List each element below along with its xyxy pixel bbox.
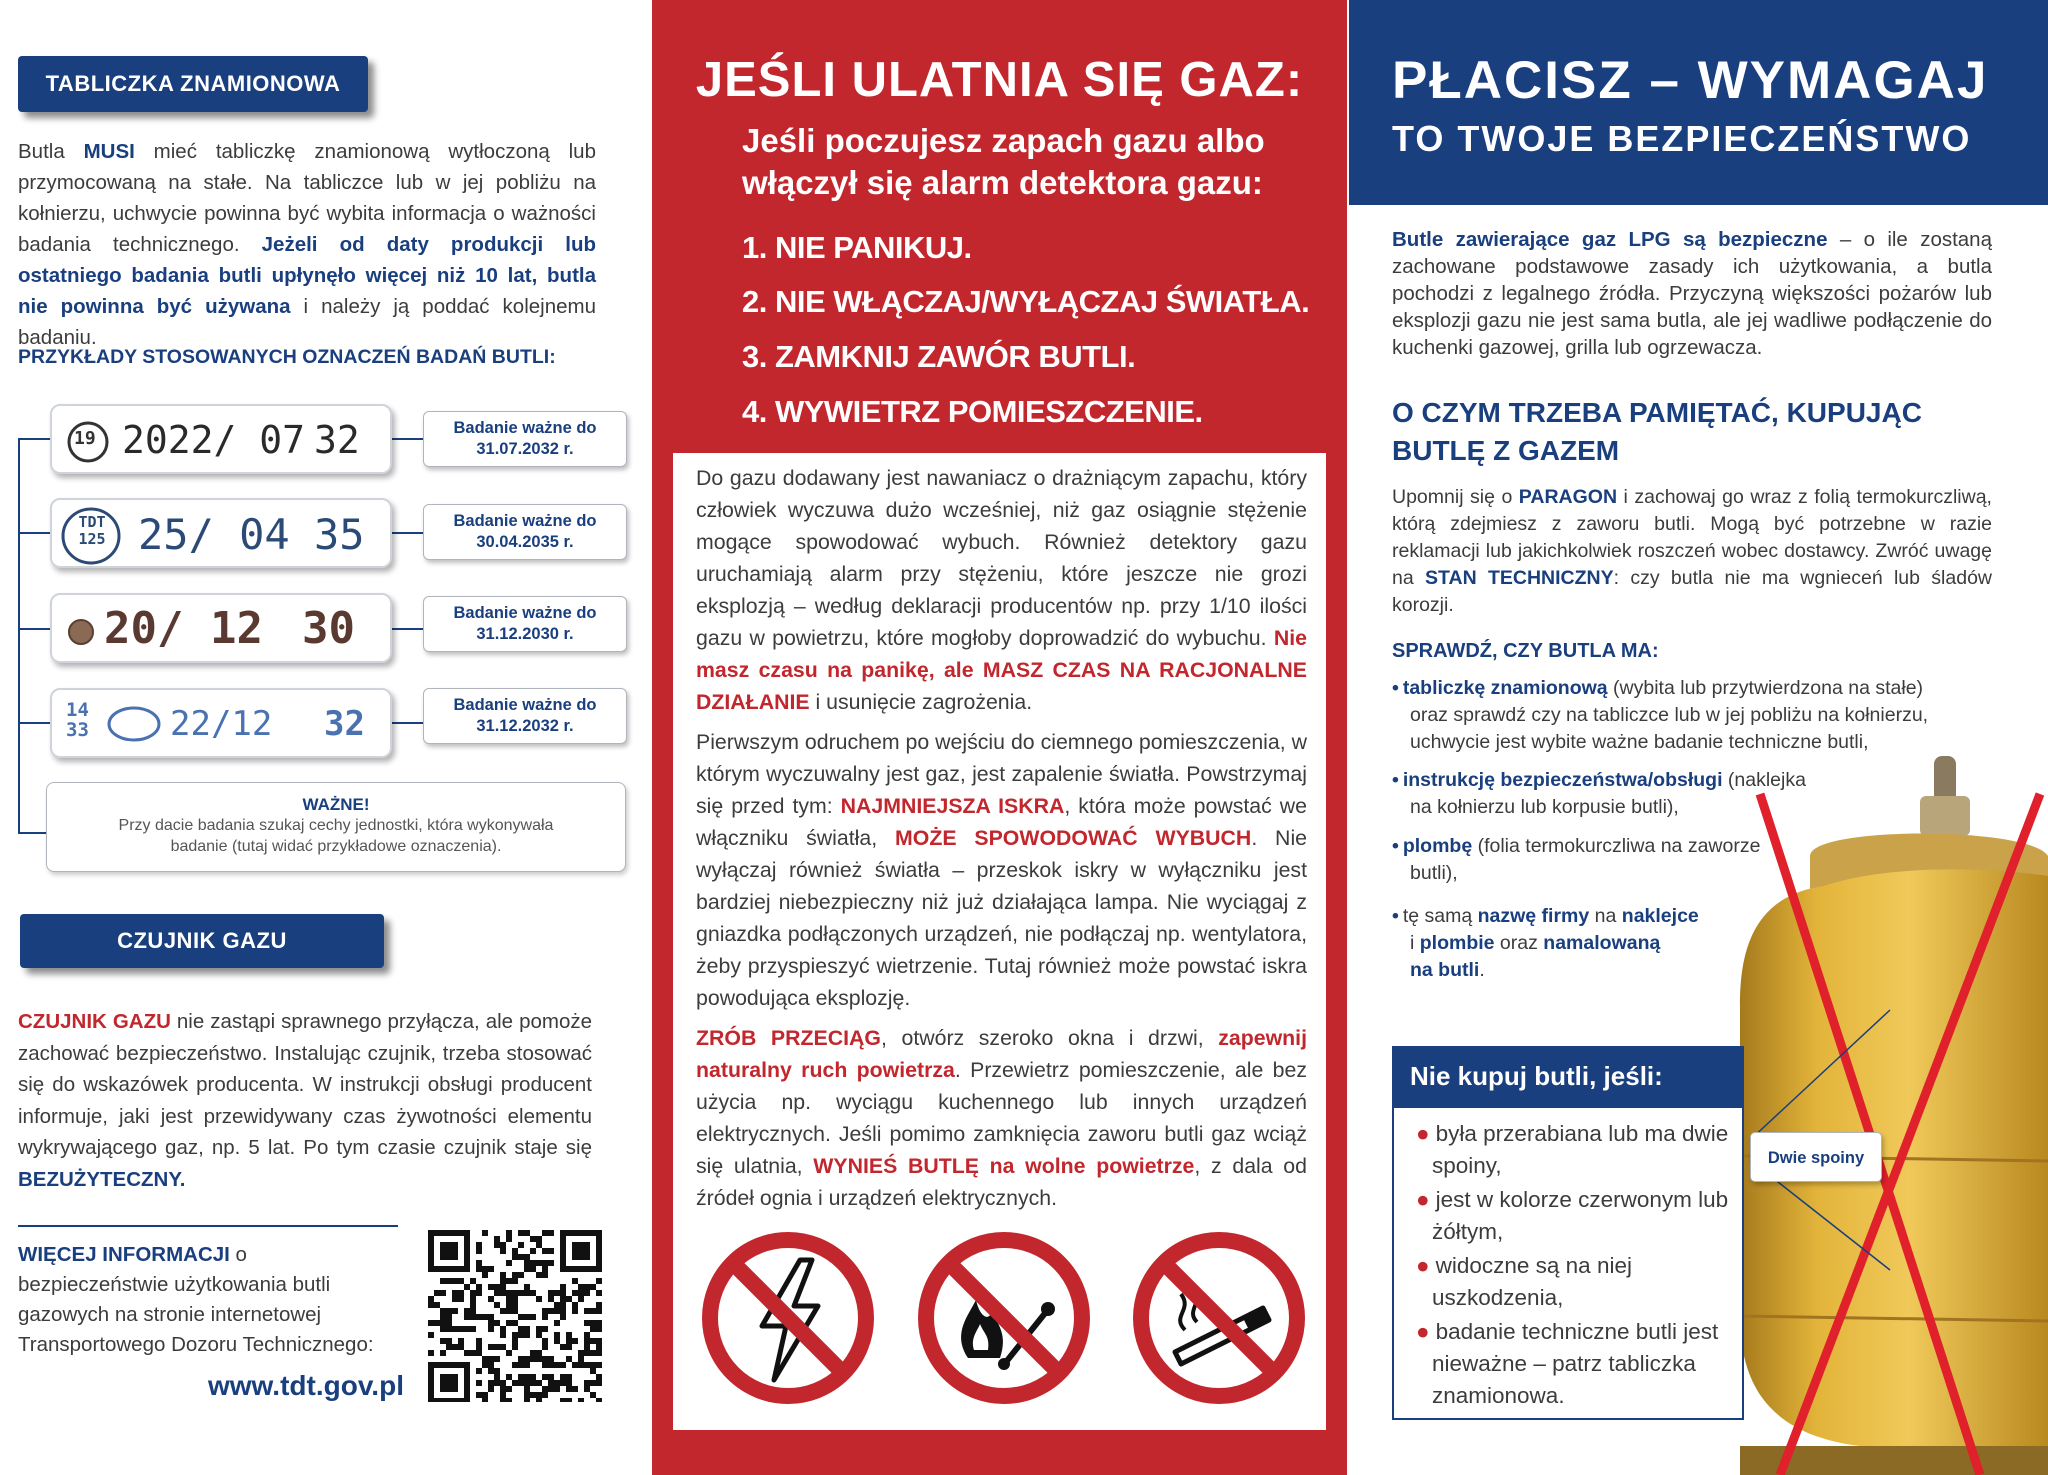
sensor-title: CZUJNIK GAZU (20, 914, 384, 968)
nameplate-paragraph: Butla MUSI mieć tabliczkę znamionową wytłoczoną lub przymocowaną na stałe. Na tabliczce lub w jej pobliżu na kołnierzu, uchwycie powinna być wybita informacja o ważności badania technicznego. Jeżeli od daty produkcji lub ostatniego badania butli upłynęło więcej niż 10 lat, butla nie powinna być używana i należy ją poddać kolejnemu badaniu. (18, 140, 597, 349)
no-electricity-icon (700, 1230, 876, 1406)
step-1: 1. NIE PANIKUJ. (742, 230, 972, 265)
right-title: PŁACISZ – WYMAGAJ (1392, 51, 1989, 110)
step-4: 4. WYWIETRZ POMIESZCZENIE. (742, 394, 1203, 429)
qr-code-icon (428, 1230, 604, 1402)
gas-leak-subtitle: Jeśli poczujesz zapach gazu albo włączył się alarm detektora gazu: (742, 122, 1265, 201)
nameplate-title: TABLICZKA ZNAMIONOWA (18, 56, 368, 112)
paragraph-odorant: Do gazu dodawany jest nawaniacz o drażniącym zapachu, który człowiek wyczuwa dużo wcześniej, niż gaz osiągnie stężenie mogące spowodować wybuch. Również detektory gazu uruchamiają alarm przy stężeniu, które jeszcze nie grozi eksplozją – według deklaracji producentów np. przy 1/10 ilości gazu w powietrzu, które mogłoby doprowadzić do wybuchu. Nie masz czasu na panikę, ale MASZ CZAS NA RACJONALNE DZIAŁANIE i usunięcie zagrożenia. (696, 466, 1307, 714)
gas-leak-text (696, 462, 1307, 1214)
dont-buy-item: ● badanie techniczne butli jest nieważne – patrz tabliczka znamionowa. (1416, 1319, 1719, 1408)
paragraph-light-switch: Pierwszym odruchem po wejściu do ciemnego pomieszczenia, w którym wyczuwalny jest gaz, jest zapalenie światła. Powstrzymaj się przed tym: NAJMNIEJSZA ISKRA, która może powstać we włączniku światła, MOŻE SPOWODOWAĆ WYBUCH. Nie wyłączaj również światła – przeskok iskry w wyłączniku jest bardziej niebezpieczny niż już działająca lampa. Nie wyciągaj z gniazdka podłączonych urządzeń, nie podłączaj np. wentylatora, żeby przyspieszyć wietrzenie. Tutaj również może powstać iskra powodująca eksplozję. (696, 730, 1308, 1010)
dont-buy-item: ● jest w kolorze czerwonym lub żółtym, (1416, 1187, 1729, 1244)
check-item-instructions: • instrukcję bezpieczeństwa/obsługi (naklejka na kołnierzu lub korpusie butli), (1392, 769, 1806, 818)
tdt-website-link[interactable]: www.tdt.gov.pl (208, 1370, 404, 1401)
dont-buy-item: ● była przerabiana lub ma dwie spoiny, (1416, 1121, 1729, 1178)
stamp-example-1: 19 2022/ 07 32 (50, 404, 392, 474)
step-2: 2. NIE WŁĄCZAJ/WYŁĄCZAJ ŚWIATŁA. (742, 284, 1310, 319)
stamp-mark-icon (66, 617, 96, 647)
validity-badge-2: Badanie ważne do 30.04.2035 r. (423, 504, 627, 560)
paragraph-ventilate: ZRÓB PRZECIĄG, otwórz szeroko okna i drzwi, zapewnij naturalny ruch powietrza. Przewietrz pomieszczenie, ale bez użycia np. wyciągu kuchennego lub innych urządzeń elektrycznych. Jeśli pomimo zamknięcia zaworu butli gaz wciąż się ulatnia, WYNIEŚ BUTLĘ na wolne powietrze, z dala od źródeł ognia i urządzeń elektrycznych. (696, 1026, 1308, 1210)
more-info-text: WIĘCEJ INFORMACJI o bezpieczeństwie użytkowania butli gazowych na stronie internetowej Transportowego Dozoru Technicznego: (18, 1243, 374, 1356)
no-smoking-icon (1131, 1230, 1307, 1406)
dont-buy-title: Nie kupuj butli, jeśli: (1394, 1048, 1742, 1108)
buy-paragraph: Upomnij się o PARAGON i zachowaj go wraz z folią termokurczliwą, którą zdejmiesz z zaworu butli. Mogą być potrzebne w razie reklamacji lub jakichkolwiek roszczeń wobec dostawcy. Zwróć uwagę na STAN TECHNICZNY: czy butla nie ma wgnieceń lub śladów korozji. (1392, 486, 1993, 616)
check-item-company: • tę samą nazwę firmy na naklejce i plombie oraz namalowaną na butli. (1392, 905, 1699, 981)
validity-badge-3: Badanie ważne do 31.12.2030 r. (423, 596, 627, 652)
buy-heading: O CZYM TRZEBA PAMIĘTAĆ, KUPUJĄC BUTLĘ Z GAZEM (1392, 397, 1922, 466)
important-text: Przy dacie badania szukaj cechy jednostki, która wykonywała badanie (tutaj widać przykładowe oznaczenia). (118, 817, 554, 855)
validity-badge-1: Badanie ważne do 31.07.2032 r. (423, 411, 627, 467)
stamp-example-2: TDT 125 25/ 04 35 (50, 498, 392, 568)
validity-badge-4: Badanie ważne do 31.12.2032 r. (423, 688, 627, 744)
no-fire-icon (916, 1230, 1092, 1406)
dont-buy-item: ● widoczne są na niej uszkodzenia, (1416, 1253, 1632, 1310)
stamp-mark-icon (106, 704, 162, 744)
stamp-example-4: 14 33 22/12 32 (50, 688, 392, 758)
right-subtitle: TO TWOJE BEZPIECZEŃSTWO (1392, 118, 1972, 159)
important-title: WAŻNE! (302, 795, 370, 814)
check-item-nameplate: • tabliczkę znamionową (wybita lub przytwierdzona na stałe) oraz sprawdź czy na tabliczce lub w jej pobliżu na kołnierzu, uchwycie jest wybite ważne badanie techniczne butli, (1392, 677, 1929, 753)
important-note (46, 782, 626, 872)
check-heading: SPRAWDŹ, CZY BUTLA MA: (1392, 640, 1659, 662)
dont-buy-box (1392, 1046, 1744, 1420)
examples-heading: PRZYKŁADY STOSOWANYCH OZNACZEŃ BADAŃ BUTLI: (18, 346, 556, 368)
divider (18, 1225, 398, 1227)
stamp-example-3: 20/ 12 30 (50, 593, 392, 663)
weld-label: Dwie spoiny (1750, 1132, 1882, 1182)
step-3: 3. ZAMKNIJ ZAWÓR BUTLI. (742, 339, 1136, 374)
lpg-intro: Butle zawierające gaz LPG są bezpieczne – o ile zostaną zachowane podstawowe zasady ich użytkowania, a butla pochodzi z legalnego źródła. Przyczyną większości pożarów lub eksplozji gazu nie jest sama butla, ale jej wadliwe podłączenie do kuchenki gazowej, grilla lub ogrzewacza. (1392, 228, 1992, 359)
check-item-seal: • plombę (folia termokurczliwa na zaworze butli), (1392, 835, 1761, 884)
gas-leak-title: JEŚLI ULATNIA SIĘ GAZ: (695, 53, 1304, 107)
sensor-paragraph: CZUJNIK GAZU nie zastąpi sprawnego przyłącza, ale pomoże zachować bezpieczeństwo. Instalując czujnik, trzeba stosować się do wskazówek producenta. W instrukcji obsługi producent informuje, jaki jest przewidywany czas żywotności elementu wykrywającego gaz, np. 5 lat. Po tym czasie czujnik staje się BEZUŻYTECZNY. (18, 1010, 592, 1191)
